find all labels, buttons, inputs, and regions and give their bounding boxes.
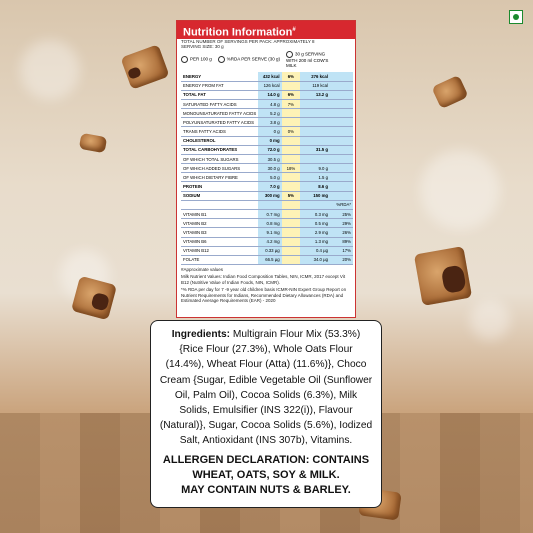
nutrition-table bbox=[181, 72, 353, 265]
nutrition-cell: 0% bbox=[282, 127, 301, 136]
ingredients-box bbox=[150, 320, 382, 508]
nutrition-cell: %RDA* bbox=[330, 200, 353, 209]
nutrition-cell bbox=[258, 200, 281, 209]
nutrition-cell: 1.3 mg bbox=[300, 237, 330, 246]
nutrition-cell bbox=[282, 182, 301, 191]
nutrition-title: Nutrition Information# bbox=[177, 21, 355, 39]
nutrition-cell: TOTAL FAT bbox=[181, 90, 258, 99]
nutrition-cell bbox=[330, 72, 353, 81]
nutrition-cell: 300 mg bbox=[258, 191, 281, 200]
radio-icon bbox=[286, 51, 293, 58]
nutrition-cell bbox=[282, 145, 301, 154]
nutrition-cell: 5% bbox=[282, 191, 301, 200]
nutrition-row bbox=[181, 136, 353, 145]
radio-icon bbox=[218, 56, 225, 63]
ingredients-text: Ingredients: Multigrain Flour Mix (53.3%) {Rice Flour (27.3%), Whole Oats Flour (14.4%), Wheat Flour (Atta) (11.6%)}, Choco Cream {Sugar, Edible Vegetable Oil (Sunflower Oil, Palm Oil), Cocoa Solids (6.3%), Milk Solids, Emulsifier (INS 322(i)), Flavour (Natural)}, Sugar, Cocoa Solids (5.6%), Iodized Salt, Antioxidant (INS 307b), Vitamins. bbox=[159, 329, 373, 447]
nutrition-cell: 30.5 g bbox=[258, 154, 281, 163]
nutrition-cell: OF WHICH ADDED SUGARS bbox=[181, 164, 258, 173]
nutrition-cell: 20% bbox=[330, 255, 353, 264]
nutrition-cell: VITAMIN B3 bbox=[181, 228, 258, 237]
nutrition-row bbox=[181, 228, 353, 237]
nutrition-cell: VITAMIN B6 bbox=[181, 237, 258, 246]
nutrition-cell: TRANS FATTY ACIDS bbox=[181, 127, 258, 136]
nutrition-row bbox=[181, 127, 353, 136]
nutrition-cell: PROTEIN bbox=[181, 182, 258, 191]
nutrition-cell: 72.0 g bbox=[258, 145, 281, 154]
serving-size: SERVING SIZE: 30 g bbox=[181, 44, 224, 50]
nutrition-cell: 6% bbox=[282, 72, 301, 81]
allergen-declaration: ALLERGEN DECLARATION: CONTAINS WHEAT, OATS, SOY & MILK. MAY CONTAIN NUTS & BARLEY. bbox=[162, 453, 370, 496]
nutrition-row bbox=[181, 109, 353, 118]
nutrition-row bbox=[181, 99, 353, 108]
approx-note: #Approximate values bbox=[181, 267, 224, 273]
nutrition-row bbox=[181, 81, 353, 90]
nutrition-cell: TOTAL CARBOHYDRATES bbox=[181, 145, 258, 154]
option-with-milk: 30 g SERVING WITH 200 ml COW'S MILK bbox=[285, 52, 329, 69]
nutrition-cell: 7% bbox=[282, 99, 301, 108]
nutrition-cell: 150 mg bbox=[300, 191, 330, 200]
nutrition-cell: VITAMIN B1 bbox=[181, 209, 258, 218]
nutrition-cell: CHOLESTEROL bbox=[181, 136, 258, 145]
nutrition-cell: 126 kcal bbox=[258, 81, 281, 90]
nutrition-cell bbox=[282, 154, 301, 163]
nutrition-cell: 276 kcal bbox=[300, 72, 330, 81]
nutrition-cell bbox=[330, 118, 353, 127]
nutrition-cell bbox=[330, 81, 353, 90]
nutrition-cell: 34.0 µg bbox=[300, 255, 330, 264]
nutrition-cell: SATURATED FATTY ACIDS bbox=[181, 99, 258, 108]
nutrition-cell bbox=[330, 173, 353, 182]
nutrition-cell bbox=[282, 173, 301, 182]
nutrition-cell: 29% bbox=[330, 219, 353, 228]
nutrition-row bbox=[181, 154, 353, 163]
nutrition-cell: 0.4 µg bbox=[300, 246, 330, 255]
nutrition-row bbox=[181, 182, 353, 191]
nutrition-cell bbox=[330, 109, 353, 118]
nutrition-cell: 0 mg bbox=[258, 136, 281, 145]
nutrition-cell: OF WHICH TOTAL SUGARS bbox=[181, 154, 258, 163]
nutrition-cell: 3.8 g bbox=[258, 118, 281, 127]
nutrition-cell: VITAMIN B12 bbox=[181, 246, 258, 255]
nutrition-cell: FOLATE bbox=[181, 255, 258, 264]
nutrition-cell bbox=[300, 127, 330, 136]
nutrition-panel bbox=[176, 20, 356, 318]
cereal-pillow-image bbox=[431, 75, 468, 109]
nutrition-cell bbox=[282, 246, 301, 255]
nutrition-cell: OF WHICH DIETARY FIBRE bbox=[181, 173, 258, 182]
nutrition-cell: 0.5 mg bbox=[300, 219, 330, 228]
nutrition-cell: 31.5 g bbox=[300, 145, 330, 154]
nutrition-cell: 7.0 g bbox=[258, 182, 281, 191]
cereal-pillow-image bbox=[414, 246, 472, 306]
nutrition-cell bbox=[282, 200, 301, 209]
nutrition-cell bbox=[300, 109, 330, 118]
nutrition-row bbox=[181, 145, 353, 154]
nutrition-cell: 0.8 mg bbox=[258, 219, 281, 228]
rda-note: *% RDA per day for 7 -9 year old children basis ICMR-NIN Expert Group Report on Nutrient Requirements for Indians, Recommended Dietary Allowances (RDA) and Estimated Average Requirements (EAR) - 2020 bbox=[181, 287, 347, 304]
nutrition-cell bbox=[330, 164, 353, 173]
nutrition-row bbox=[181, 246, 353, 255]
nutrition-cell: 2.9 mg bbox=[300, 228, 330, 237]
nutrition-cell bbox=[282, 237, 301, 246]
nutrition-cell: 9.0 g bbox=[300, 164, 330, 173]
servings-text: TOTAL NUMBER OF SERVINGS PER PACK: APPROXIMATELY 8 bbox=[181, 39, 315, 44]
nutrition-cell bbox=[300, 200, 330, 209]
nutrition-cell: 17% bbox=[330, 246, 353, 255]
nutrition-row bbox=[181, 72, 353, 81]
nutrition-cell: 5.0 g bbox=[258, 173, 281, 182]
nutrition-cell bbox=[282, 109, 301, 118]
nutrition-row bbox=[181, 191, 353, 200]
nutrition-cell bbox=[282, 255, 301, 264]
nutrition-cell bbox=[181, 200, 258, 209]
nutrition-row bbox=[181, 173, 353, 182]
nutrition-cell: 0.33 µg bbox=[258, 246, 281, 255]
nutrition-cell bbox=[300, 118, 330, 127]
nutrition-row bbox=[181, 164, 353, 173]
nutrition-cell: 14.0 g bbox=[258, 90, 281, 99]
nutrition-cell: MONOUNSATURATED FATTY ACIDS bbox=[181, 109, 258, 118]
nutrition-cell: 119 kcal bbox=[300, 81, 330, 90]
nutrition-cell: 9.1 mg bbox=[258, 228, 281, 237]
nutrition-cell: ENERGY bbox=[181, 72, 258, 81]
nutrition-row bbox=[181, 219, 353, 228]
cereal-pillow-image bbox=[79, 133, 107, 153]
nutrition-cell: 0.7 mg bbox=[258, 209, 281, 218]
nutrition-row bbox=[181, 200, 353, 209]
nutrition-cell bbox=[330, 90, 353, 99]
nutrition-cell bbox=[282, 81, 301, 90]
option-per-100g: PER 100 g bbox=[181, 56, 212, 63]
nutrition-cell bbox=[282, 219, 301, 228]
nutrition-cell: 30.0 g bbox=[258, 164, 281, 173]
nutrition-cell: 0.3 mg bbox=[300, 209, 330, 218]
nutrition-cell bbox=[282, 209, 301, 218]
nutrition-cell: 25% bbox=[330, 209, 353, 218]
cereal-pillow-image bbox=[71, 276, 117, 321]
nutrition-cell bbox=[300, 99, 330, 108]
nutrition-cell: 6% bbox=[282, 90, 301, 99]
nutrition-cell: 5.2 g bbox=[258, 109, 281, 118]
nutrition-cell bbox=[330, 136, 353, 145]
column-options bbox=[177, 49, 355, 70]
nutrition-cell: 13.2 g bbox=[300, 90, 330, 99]
nutrition-cell: 89% bbox=[330, 237, 353, 246]
nutrition-row bbox=[181, 118, 353, 127]
nutrition-cell bbox=[330, 154, 353, 163]
cereal-pillow-image bbox=[120, 44, 169, 90]
nutrition-cell: 4.8 g bbox=[258, 99, 281, 108]
nutrition-cell bbox=[330, 145, 353, 154]
nutrition-cell bbox=[330, 99, 353, 108]
nutrition-cell: 26% bbox=[330, 228, 353, 237]
nutrition-cell bbox=[282, 136, 301, 145]
nutrition-cell: SODIUM bbox=[181, 191, 258, 200]
nutrition-row bbox=[181, 209, 353, 218]
milk-note: Milk Nutrient Values: Indian Food Composition Tables, NIN, ICMR, 2017 except Vit B12 (Nutritive Value of Indian Foods, NIN, ICMR). bbox=[181, 274, 346, 285]
nutrition-cell: 66.5 µg bbox=[258, 255, 281, 264]
radio-icon bbox=[181, 56, 188, 63]
nutrition-cell: 1.5 g bbox=[300, 173, 330, 182]
nutrition-cell bbox=[330, 191, 353, 200]
nutrition-cell: 0 g bbox=[258, 127, 281, 136]
nutrition-cell bbox=[330, 182, 353, 191]
option-rda: %RDA PER SERVE (30 g) bbox=[218, 56, 280, 63]
nutrition-row bbox=[181, 237, 353, 246]
nutrition-cell bbox=[282, 228, 301, 237]
nutrition-cell: 18% bbox=[282, 164, 301, 173]
nutrition-row bbox=[181, 90, 353, 99]
nutrition-cell bbox=[330, 127, 353, 136]
nutrition-row bbox=[181, 255, 353, 264]
nutrition-cell bbox=[282, 118, 301, 127]
nutrition-cell: 432 kcal bbox=[258, 72, 281, 81]
veg-mark-icon bbox=[509, 10, 523, 24]
nutrition-cell: VITAMIN B2 bbox=[181, 219, 258, 228]
nutrition-cell: POLYUNSATURATED FATTY ACIDS bbox=[181, 118, 258, 127]
nutrition-cell: 8.6 g bbox=[300, 182, 330, 191]
nutrition-cell: ENERGY FROM FAT bbox=[181, 81, 258, 90]
nutrition-cell bbox=[300, 154, 330, 163]
nutrition-cell: 4.2 mg bbox=[258, 237, 281, 246]
nutrition-cell bbox=[300, 136, 330, 145]
